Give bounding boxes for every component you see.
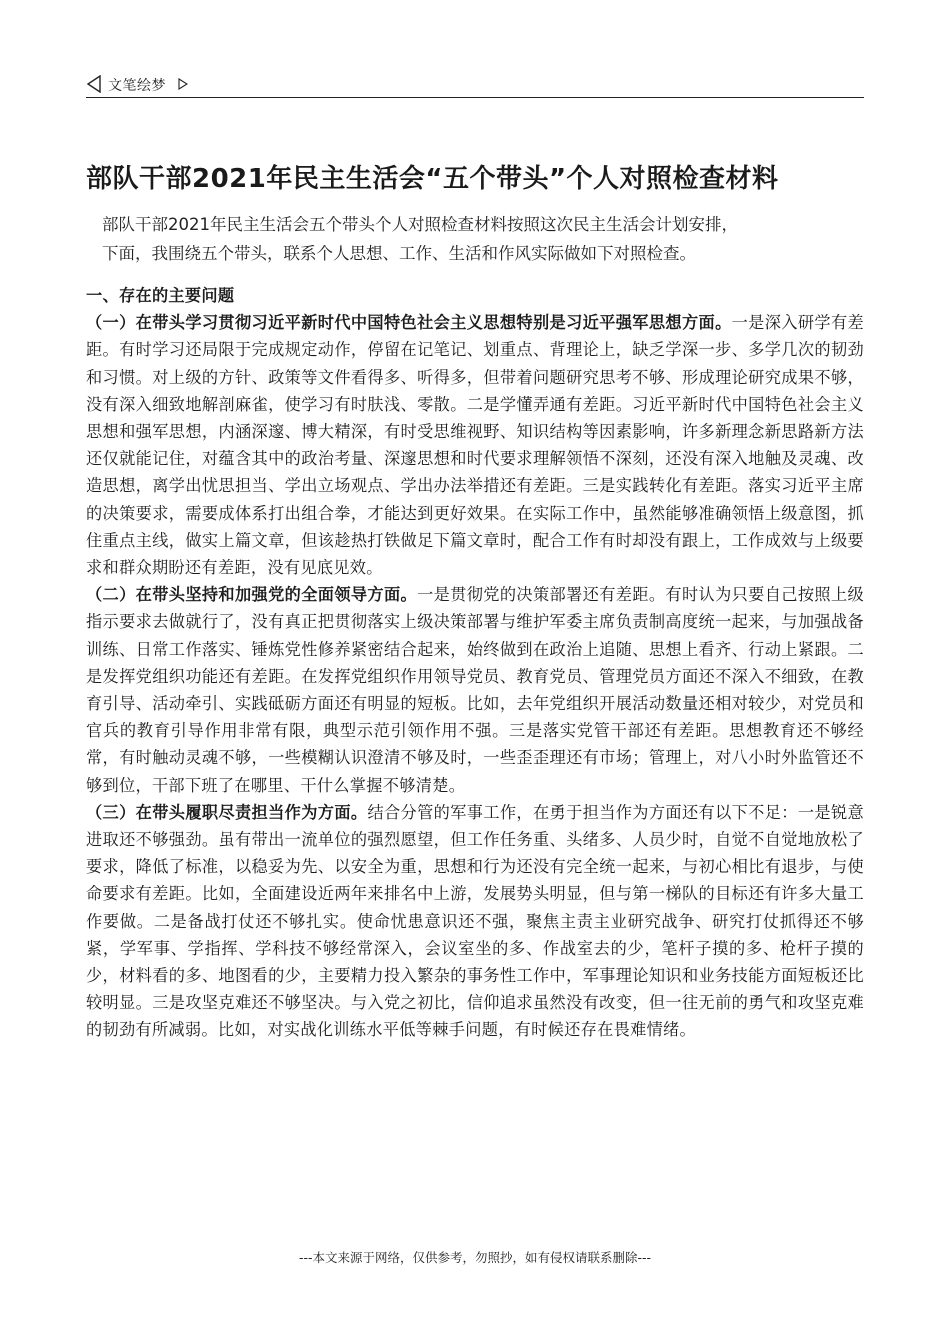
section-heading: 一、存在的主要问题 [86,286,235,305]
subsection-heading: （二）在带头坚持和加强党的全面领导方面。 [86,585,418,605]
paragraph-text: 一是贯彻党的决策部署还有差距。有时认为只要自己按照上级指示要求去做就行了，没有真正把贯彻落实上级决策部署与维护军委主席负责制高度统一起来，与加强战备训练、日常工作落实、锤炼党性修养紧密结合起来，始终做到在政治上追随、思想上看齐、行动上紧跟。二是发挥党组织功能还有差距。在发挥党组织作用领导党员、教育党员、管理党员方面还不深入不细致，在教育引导、活动牵引、实践砥砺方面还有明显的短板。比如，去年党组织开展活动数量还相对较少，对党员和官兵的教育引导作用非常有限，典型示范引领作用不强。三是落实党管干部还有差距。思想教育还不够经常，有时触动灵魂不够，一些模糊认识澄清不够及时，一些歪歪理还有市场；管理上，对八小时外监管还不够到位，干部下班了在哪里、干什么掌握不够清楚。 [86,585,864,795]
page-footer: ---本文来源于网络，仅供参考，勿照抄，如有侵权请联系删除--- [298,1250,652,1265]
intro-block [86,210,864,268]
subsection-heading: （三）在带头履职尽责担当作为方面。 [86,802,368,822]
triangle-right-outline-icon [178,78,188,90]
body-paragraph [86,309,864,581]
page-header [86,74,864,98]
intro-line: 部队干部2021年民主生活会五个带头个人对照检查材料按照这次民主生活会计划安排， [102,215,738,234]
document-body [86,282,864,1044]
subsection-heading: （一）在带头学习贯彻习近平新时代中国特色社会主义思想特别是习近平强军思想方面。 [86,313,732,333]
body-paragraph [86,581,864,799]
paragraph-text: 一是深入研学有差距。有时学习还局限于完成规定动作，停留在记笔记、划重点、背理论上，缺乏学深一步、多学几次的韧劲和习惯。对上级的方针、政策等文件看得多、听得多，但带着问题研究思考不够、形成理论研究成果不够，没有深入细致地解剖麻雀，使学习有时肤浅、零散。二是学懂弄通有差距。习近平新时代中国特色社会主义思想和强军思想，内涵深邃、博大精深，有时受思维视野、知识结构等因素影响，许多新理念新思路新方法还仅就能记住，对蕴含其中的政治考量、深邃思想和时代要求理解领悟不深刻，还没有深入地触及灵魂、改造思想，离学出忧思担当、学出立场观点、学出办法举措还有差距。三是实践转化有差距。落实习近平主席的决策要求，需要成体系打出组合拳，才能达到更好效果。在实际工作中，虽然能够准确领悟上级意图，抓住重点主线，做实上篇文章，但该趁热打铁做足下篇文章时，配合工作有时却没有跟上，工作成效与上级要求和群众期盼还有差距，没有见底见效。 [86,313,864,578]
document-title: 部队干部2021年民主生活会“五个带头”个人对照检查材料 [86,164,779,194]
body-paragraph [86,799,864,1044]
intro-line: 下面，我围绕五个带头，联系个人思想、工作、生活和作风实际做如下对照检查。 [102,244,696,263]
header-divider [86,97,864,98]
header-brand: 文笔绘梦 [108,78,166,94]
triangle-left-outline-icon [86,75,102,93]
paragraph-text: 结合分管的军事工作，在勇于担当作为方面还有以下不足：一是锐意进取还不够强劲。虽有带出一流单位的强烈愿望，但工作任务重、头绪多、人员少时，自觉不自觉地放松了要求，降低了标准，以稳妥为先、以安全为重，思想和行为还没有完全统一起来，与初心相比有退步，与使命要求有差距。比如，全面建设近两年来排名中上游，发展势头明显，但与第一梯队的目标还有许多大量工作要做。二是备战打仗还不够扎实。使命忧患意识还不强，聚焦主责主业研究战争、研究打仗抓得还不够紧，学军事、学指挥、学科技不够经常深入，会议室坐的多、作战室去的少，笔杆子摸的多、枪杆子摸的少，材料看的多、地图看的少，主要精力投入繁杂的事务性工作中，军事理论知识和业务技能方面短板还比较明显。三是攻坚克难还不够坚决。与入党之初比，信仰追求虽然没有改变，但一往无前的勇气和攻坚克难的韧劲有所减弱。比如，对实战化训练水平低等棘手问题，有时候还存在畏难情绪。 [86,802,865,1040]
